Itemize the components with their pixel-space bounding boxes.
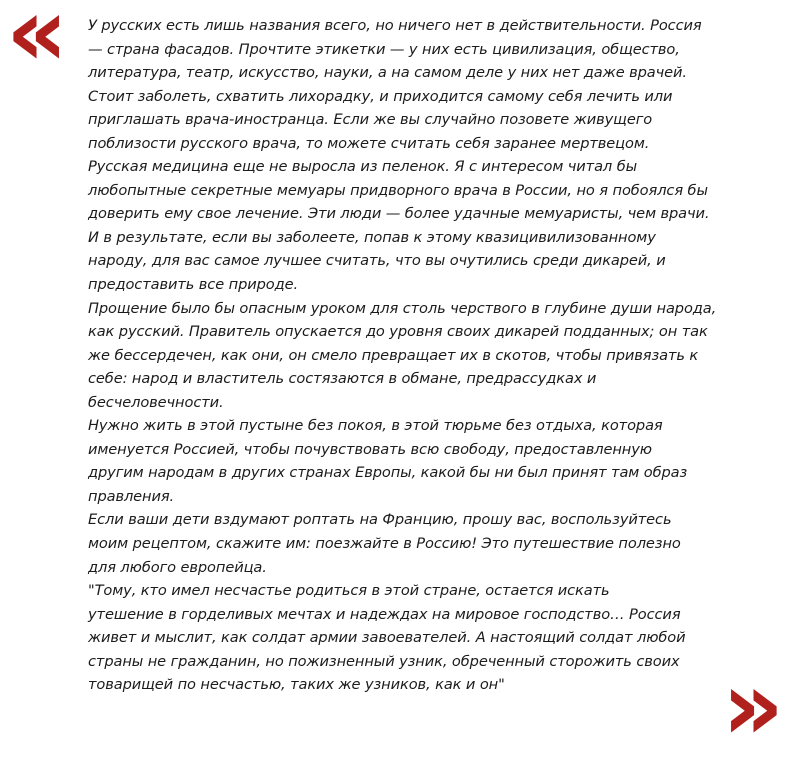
quote-line: Нужно жить в этой пустыне без покоя, в этой тюрьме без отдыха, которая [88, 417, 663, 435]
closing-quote-mark: » [722, 650, 785, 762]
quote-line: живет и мыслит, как солдат армии завоевателей. А настоящий солдат любой [88, 629, 686, 647]
quote-line: любопытные секретные мемуары придворного врача в России, но я побоялся бы [88, 181, 708, 199]
quote-line: правления. [88, 487, 175, 505]
quote-line: для любого европейца. [88, 558, 267, 576]
quote-line: поблизости русского врача, то можете считать себя заранее мертвецом. [88, 134, 650, 152]
quote-line: утешение в горделивых мечтах и надеждах на мировое господство… Россия [88, 605, 681, 623]
quote-line: Русская медицина еще не выросла из пеленок. Я с интересом читал бы [88, 158, 638, 176]
quote-line: "Тому, кто имел несчастье родиться в этой стране, остается искать [88, 582, 610, 600]
quote-text [88, 14, 728, 697]
quote-line: моим рецептом, скажите им: поезжайте в Россию! Это путешествие полезно [88, 535, 681, 553]
opening-quote-mark: « [6, 0, 69, 88]
quote-line: У русских есть лишь названия всего, но ничего нет в действительности. Россия [88, 17, 702, 34]
quote-line: приглашать врача-иностранца. Если же вы случайно позовете живущего [88, 111, 653, 129]
quote-line: народу, для вас самое лучшее считать, что вы очутились среди дикарей, и [88, 252, 666, 270]
quote-line: именуется Россией, чтобы почувствовать всю свободу, предоставленную [88, 440, 652, 458]
quote-line: бесчеловечности. [88, 393, 224, 411]
quote-line: Если ваши дети вздумают роптать на Францию, прошу вас, воспользуйтесь [88, 511, 672, 529]
quote-line: другим народам в других странах Европы, какой бы ни был принят там образ [88, 464, 688, 482]
quote-line: предоставить все природе. [88, 276, 299, 294]
quote-line: — страна фасадов. Прочтите этикетки — у них есть цивилизация, общество, [88, 40, 680, 58]
quote-line: И в результате, если вы заболеете, попав к этому квазицивилизованному [88, 228, 656, 246]
quote-line: доверить ему свое лечение. Эти люди — более удачные мемуаристы, чем врачи. [88, 205, 710, 223]
quote-line: страны не гражданин, но пожизненный узник, обреченный сторожить своих [88, 652, 680, 670]
quote-line: Стоит заболеть, схватить лихорадку, и приходится самому себя лечить или [88, 87, 673, 105]
quote-line: литература, театр, искусство, науки, а на самом деле у них нет даже врачей. [88, 64, 687, 82]
quote-line: Прощение было бы опасным уроком для столь черствого в глубине души народа, [88, 299, 717, 317]
quote-line: как русский. Правитель опускается до уровня своих дикарей подданных; он так [88, 323, 708, 341]
quote-line: себе: народ и властитель состязаются в обмане, предрассудках и [88, 370, 597, 388]
quote-line: же бессердечен, как они, он смело превращает их в скотов, чтобы привязать к [88, 346, 699, 364]
quote-line: товарищей по несчастью, таких же узников, как и он" [88, 676, 505, 694]
